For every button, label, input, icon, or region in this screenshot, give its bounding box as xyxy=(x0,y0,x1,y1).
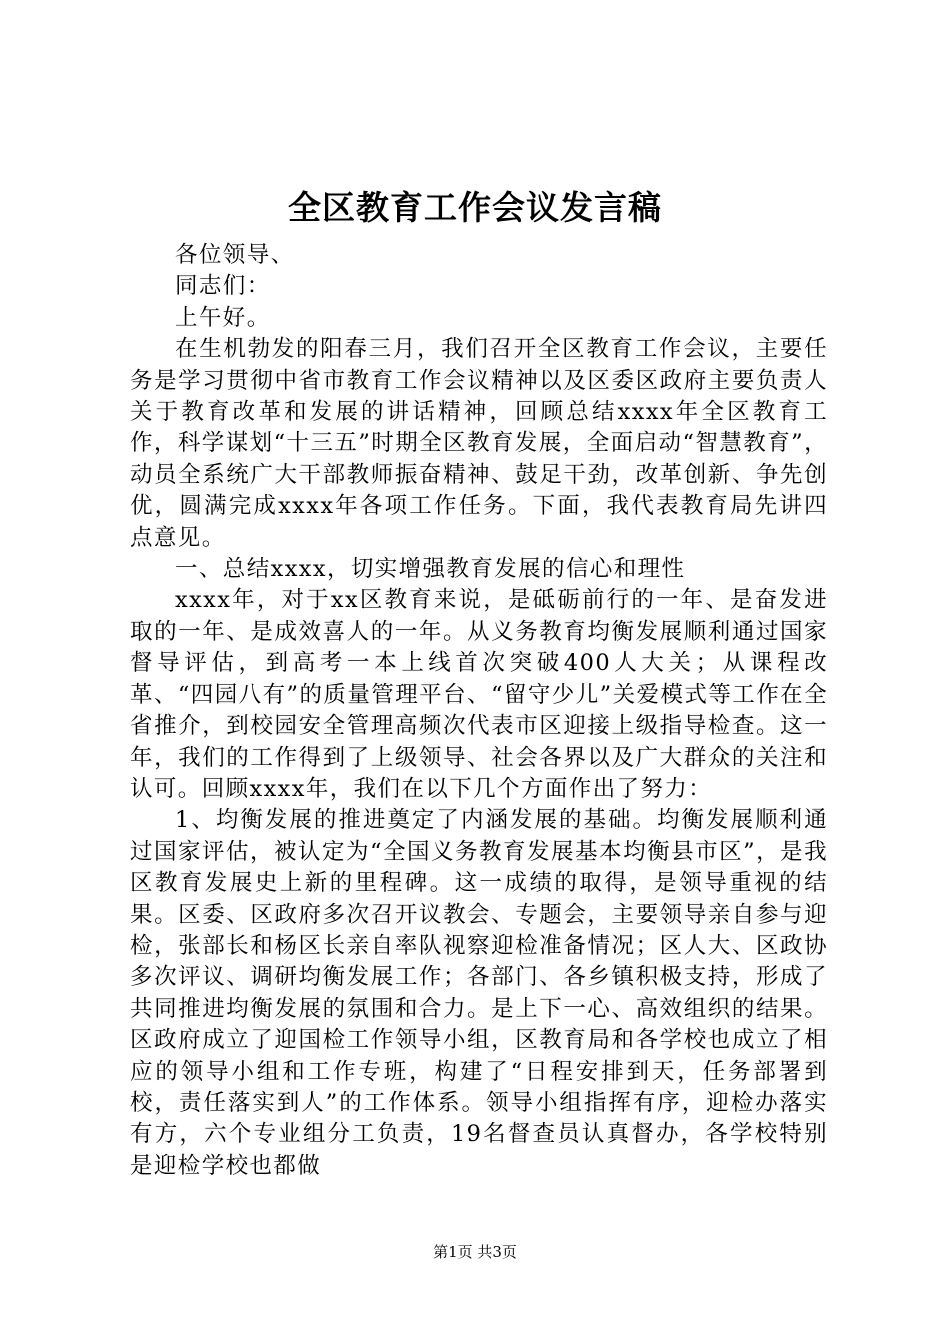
intro-paragraph: 在生机勃发的阳春三月，我们召开全区教育工作会议，主要任务是学习贯彻中省市教育工作会议精神以及区委区政府主要负责人关于教育改革和发展的讲话精神，回顾总结xxxx年全区教育工作，科学谋划“十三五”时期全区教育发展，全面启动“智慧教育”，动员全系统广大干部教师振奋精神、鼓足干劲，改革创新、争先创优，圆满完成xxxx年各项工作任务。下面，我代表教育局先讲四点意见。 xyxy=(130,336,828,551)
salutation-leaders: 各位领导、 xyxy=(175,242,295,268)
salutation-comrades: 同志们： xyxy=(175,273,271,300)
document-title: 全区教育工作会议发言稿 xyxy=(288,188,662,227)
section-heading-1: 一、总结xxxx，切实增强教育发展的信心和理性 xyxy=(175,556,686,583)
section-1-paragraph: xxxx年，对于xx区教育来说，是砥砺前行的一年、是奋发进取的一年、是成效喜人的一年。从义务教育均衡发展顺利通过国家督导评估，到高考一本上线首次突破400人大关；从课程改革、“四园八有”的质量管理平台、“留守少儿”关爱模式等工作在全省推介，到校园安全管理高频次代表市区迎接上级指导检查。这一年，我们的工作得到了上级领导、社会各界以及广大群众的关注和认可。回顾xxxx年，我们在以下几个方面作出了努力： xyxy=(130,587,828,802)
greeting: 上午好。 xyxy=(175,304,271,331)
document-body xyxy=(130,240,828,1182)
page-footer: 第1页 共3页 xyxy=(433,1243,517,1261)
point-1-paragraph: 1、均衡发展的推进奠定了内涵发展的基础。均衡发展顺利通过国家评估，被认定为“全国义务教育发展基本均衡县市区”，是我区教育发展史上新的里程碑。这一成绩的取得，是领导重视的结果。区委、区政府多次召开议教会、专题会，主要领导亲自参与迎检，张部长和杨区长亲自率队视察迎检准备情况；区人大、区政协多次评议、调研均衡发展工作；各部门、各乡镇积极支持，形成了共同推进均衡发展的氛围和合力。是上下一心、高效组织的结果。区政府成立了迎国检工作领导小组，区教育局和各学校也成立了相应的领导小组和工作专班，构建了“日程安排到天，任务部署到校，责任落实到人”的工作体系。领导小组指挥有序，迎检办落实有方，六个专业组分工负责，19名督查员认真督办，各学校特别是迎检学校也都做 xyxy=(130,807,828,1179)
